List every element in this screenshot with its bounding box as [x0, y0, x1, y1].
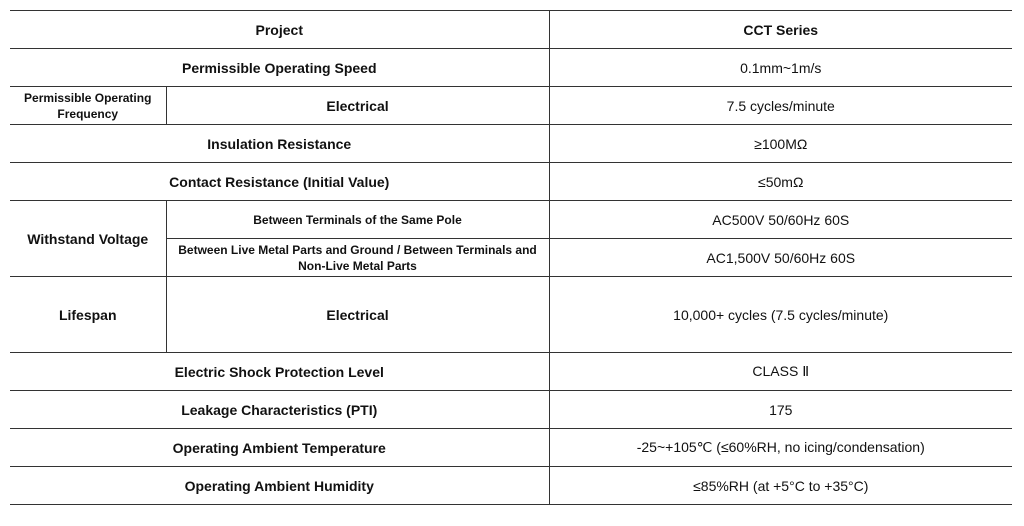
- row-label: Withstand Voltage: [10, 201, 166, 277]
- table-row: [10, 429, 1012, 467]
- row-value: CLASS Ⅱ: [549, 353, 1012, 391]
- table-row: [10, 201, 1012, 239]
- table-row: [10, 49, 1012, 87]
- row-label: Permissible Operating Frequency: [10, 87, 166, 125]
- header-project: Project: [10, 11, 549, 49]
- row-value: 0.1mm~1m/s: [549, 49, 1012, 87]
- table-row: [10, 87, 1012, 125]
- row-label: Insulation Resistance: [10, 125, 549, 163]
- row-sub-label: Electrical: [166, 87, 549, 125]
- table-row: [10, 467, 1012, 505]
- row-value: 10,000+ cycles (7.5 cycles/minute): [549, 277, 1012, 353]
- spec-table-container: [10, 10, 1012, 505]
- spec-table: [10, 10, 1012, 505]
- row-sub-label: Electrical: [166, 277, 549, 353]
- row-label: Lifespan: [10, 277, 166, 353]
- table-row: [10, 163, 1012, 201]
- row-label: Operating Ambient Humidity: [10, 467, 549, 505]
- table-row: [10, 125, 1012, 163]
- row-value: -25~+105℃ (≤60%RH, no icing/condensation): [549, 429, 1012, 467]
- table-row: [10, 353, 1012, 391]
- row-value: 7.5 cycles/minute: [549, 87, 1012, 125]
- row-value: ≤50mΩ: [549, 163, 1012, 201]
- row-label: Electric Shock Protection Level: [10, 353, 549, 391]
- row-label: Permissible Operating Speed: [10, 49, 549, 87]
- row-value: ≥100MΩ: [549, 125, 1012, 163]
- table-row: [10, 391, 1012, 429]
- row-sub-label: Between Live Metal Parts and Ground / Between Terminals and Non-Live Metal Parts: [166, 239, 549, 277]
- row-value: AC1,500V 50/60Hz 60S: [549, 239, 1012, 277]
- row-value: 175: [549, 391, 1012, 429]
- header-series: CCT Series: [549, 11, 1012, 49]
- table-row: [10, 277, 1012, 353]
- header-row: [10, 11, 1012, 49]
- row-label: Operating Ambient Temperature: [10, 429, 549, 467]
- row-value: ≤85%RH (at +5°C to +35°C): [549, 467, 1012, 505]
- row-label: Contact Resistance (Initial Value): [10, 163, 549, 201]
- row-value: AC500V 50/60Hz 60S: [549, 201, 1012, 239]
- row-label: Leakage Characteristics (PTI): [10, 391, 549, 429]
- row-sub-label: Between Terminals of the Same Pole: [166, 201, 549, 239]
